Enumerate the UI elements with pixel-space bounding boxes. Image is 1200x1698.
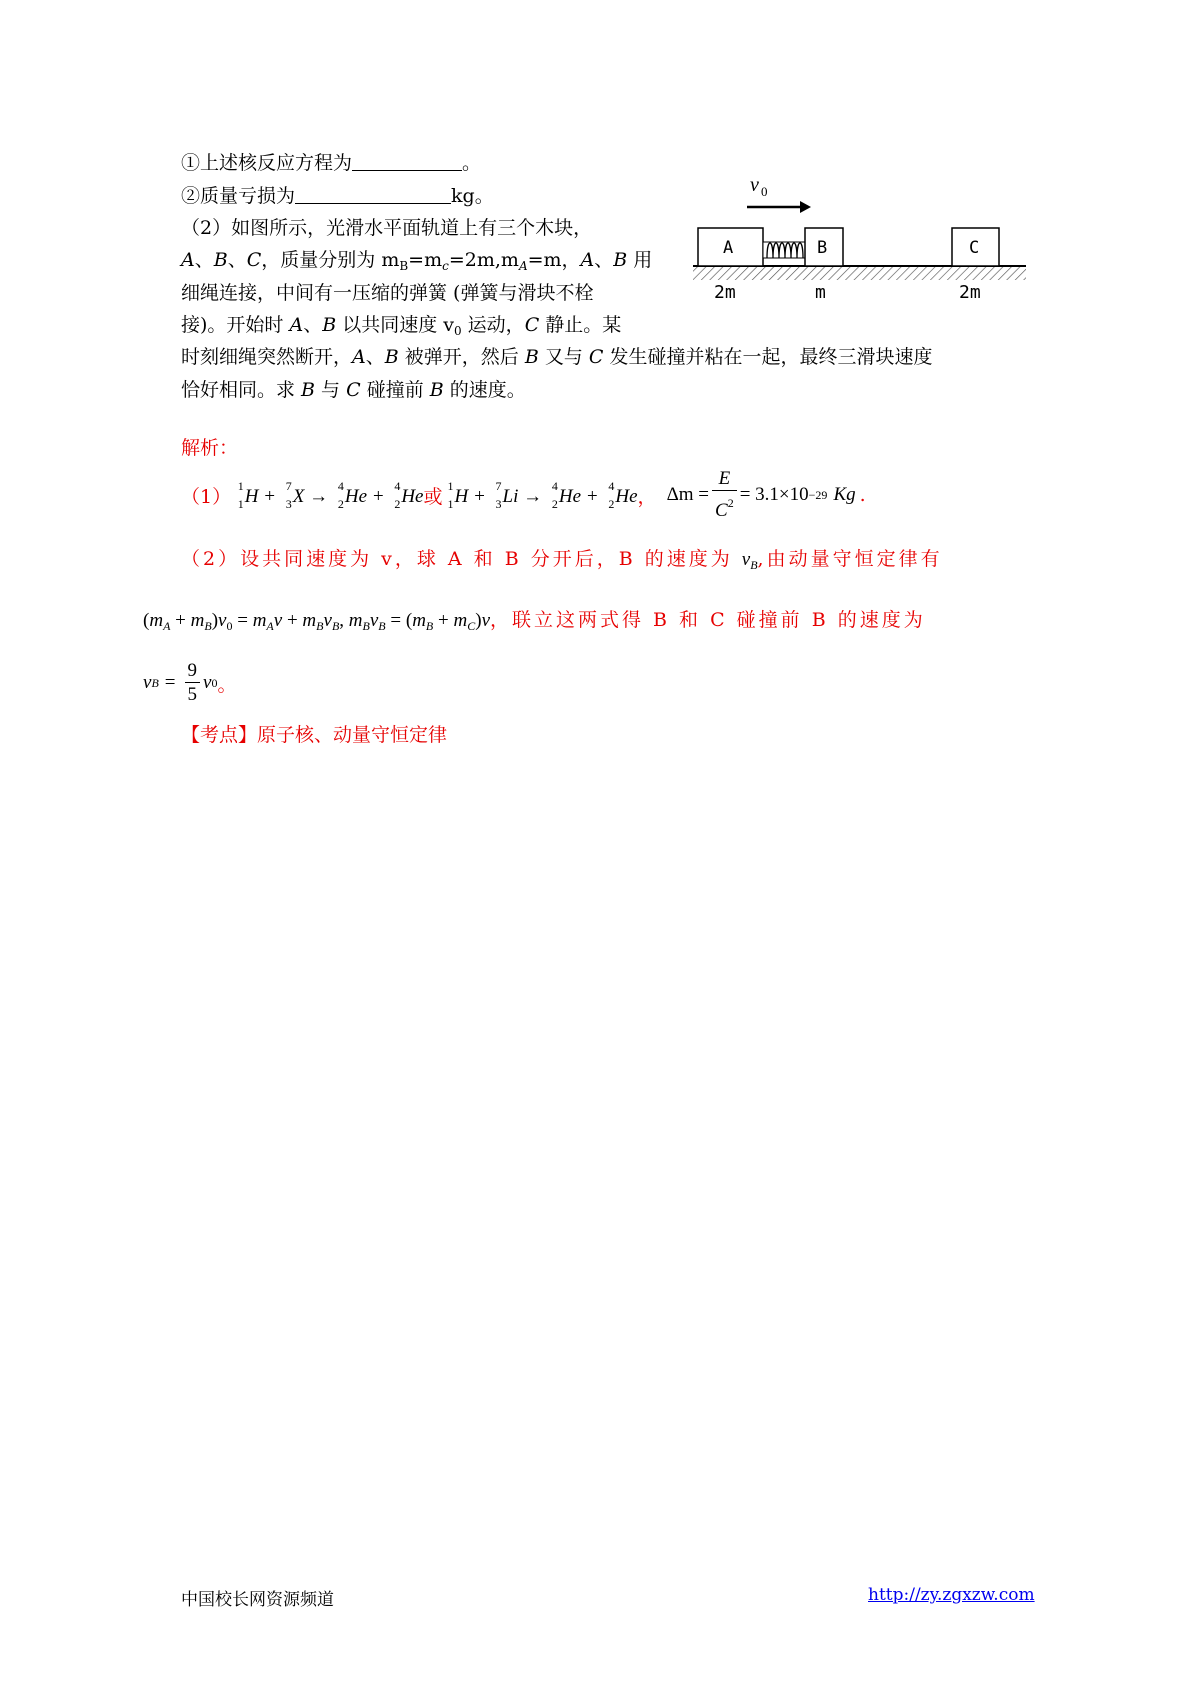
velocity-arrow-icon bbox=[747, 201, 811, 213]
question-part2-line1: （2）如图所示，光滑水平面轨道上有三个木块， bbox=[181, 217, 593, 239]
question-part2-line4: 接)。开始时 A、B 以共同速度 $v_0$ 运动，C 静止。某 bbox=[181, 314, 622, 338]
momentum-equations: $(m_A + m_B)v_0 = m_Av + m_Bv_B$, $m_Bv_B = (m_B + m_C)v$ bbox=[143, 610, 490, 633]
mass-defect-formula: Δm = $\frac{E}{C^2}$ = 3.1×10 −29 Kg bbox=[666, 467, 856, 521]
question-part2-line6: 恰好相同。求 B 与 C 碰撞前 B 的速度。 bbox=[181, 379, 526, 401]
question-item-1: ①上述核反应方程为 。 bbox=[181, 152, 482, 174]
footer-site-name: 中国校长网资源频道 bbox=[181, 1590, 334, 1610]
solution-part2-line1: （2）设共同速度为 v，球 A 和 B 分开后，B 的速度为 $v_B$,由动量守恒定律有 bbox=[181, 548, 943, 572]
nuclear-equation-1: 1 1 H + 7 3 X → 4 2 He + 4 2 He bbox=[237, 479, 424, 511]
block-b-label: B bbox=[817, 238, 828, 258]
result-formula: v B = $\frac{9}{5}$ v 0 bbox=[143, 659, 218, 705]
velocity-label: v bbox=[750, 174, 759, 196]
blocks-diagram bbox=[675, 170, 1050, 305]
solution-result: v B = $\frac{9}{5}$ v 0 。 bbox=[143, 659, 237, 705]
solution-heading: 解析： bbox=[181, 437, 239, 459]
footer-link[interactable]: http://zy.zgxzw.com bbox=[868, 1585, 1035, 1605]
answer-blank-1 bbox=[352, 152, 462, 171]
question-part2-line5: 时刻细绳突然断开，A、B 被弹开，然后 B 又与 C 发生碰撞并粘在一起，最终三滑块速度 bbox=[181, 346, 933, 368]
question-part2-line2: A、B、C，质量分别为 $m_B=m_c=2m,m_A=m$，A、B 用 bbox=[181, 249, 653, 273]
kaodian-topic: 【考点】原子核、动量守恒定律 bbox=[181, 724, 448, 746]
solution-part2-line2: $(m_A + m_B)v_0 = m_Av + m_Bv_B$, $m_Bv_B = (m_B + m_C)v$，联立这两式得 B 和 C 碰撞前 B 的速度为 bbox=[143, 609, 926, 633]
block-a-label: A bbox=[723, 238, 734, 258]
mass-a-label: 2m bbox=[714, 282, 736, 303]
block-c-label: C bbox=[969, 238, 980, 258]
solution-part1: （1） 1 1 H + 7 3 X → 4 2 He + 4 2 He 或 1 1 H + 7 3 Li → 4 2 He + 4 2 He ， Δm = $\frac{E}{C^2}$ = 3.1×10 −29 Kg . bbox=[181, 467, 866, 521]
question-part2-line3: 细绳连接，中间有一压缩的弹簧 (弹簧与滑块不栓 bbox=[181, 282, 594, 304]
mass-b-label: m bbox=[815, 282, 826, 303]
velocity-subscript: 0 bbox=[761, 184, 768, 199]
ground-hatching bbox=[693, 266, 1026, 280]
mass-c-label: 2m bbox=[959, 282, 981, 303]
spring-icon bbox=[763, 242, 805, 258]
question-item-2: ②质量亏损为 kg。 bbox=[181, 185, 494, 207]
nuclear-equation-2: 1 1 H + 7 3 Li → 4 2 He + 4 2 He bbox=[447, 479, 638, 511]
answer-blank-2 bbox=[295, 185, 451, 204]
